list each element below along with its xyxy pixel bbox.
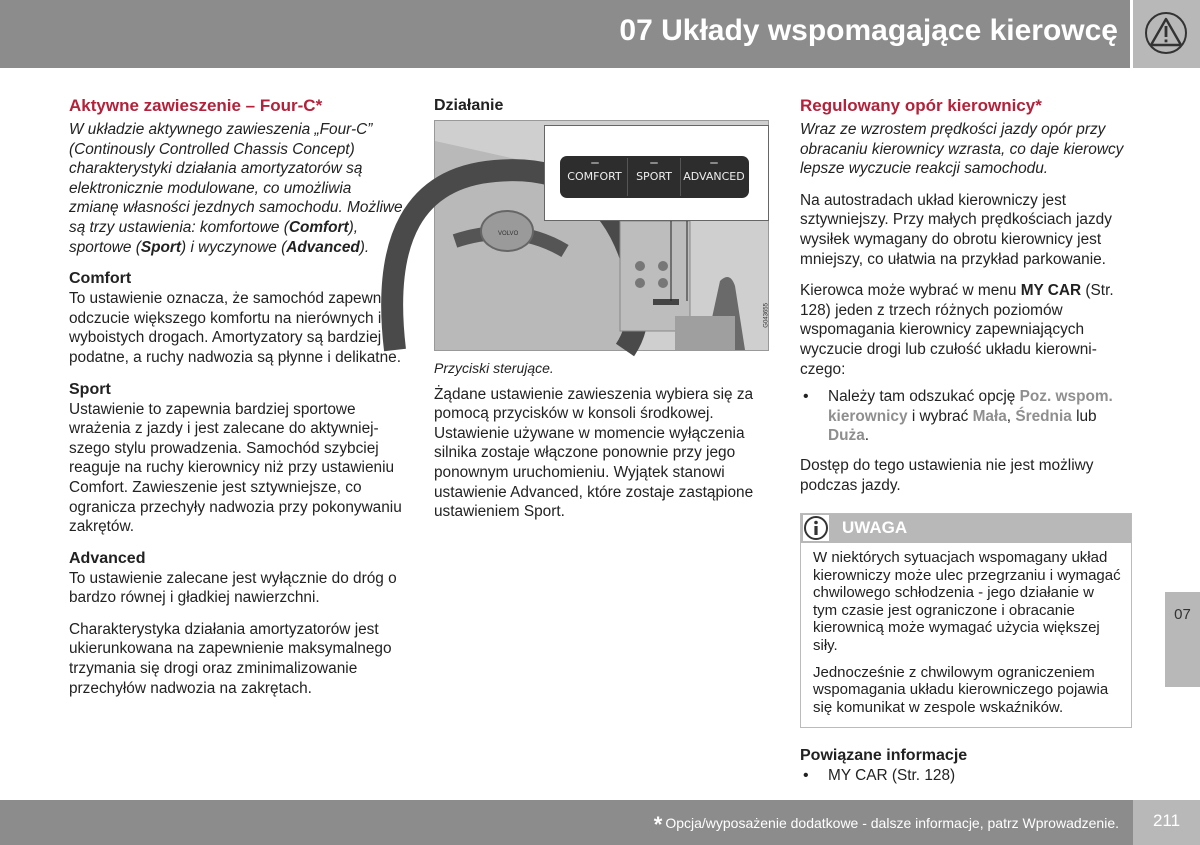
- sport-heading: Sport: [69, 380, 111, 398]
- volvo-logo: VOLVO: [498, 231, 519, 237]
- related-link[interactable]: • MY CAR (Str. 128): [800, 766, 1132, 786]
- dashboard-figure: [434, 120, 769, 351]
- comfort-text: To ustawienie oznacza, że samochód zapewnia odczucie większego komfortu na nierównych i wyboistych drogach. Amortyzatory są bardziej podatne, a ruchy nadwozia są płynne i delikatne.: [69, 290, 401, 366]
- suspension-button-group: [560, 156, 749, 198]
- chapter-title: 07 Układy wspomagające kierowcę: [619, 14, 1118, 47]
- asterisk: *: [653, 812, 663, 837]
- button-callout: [544, 125, 769, 221]
- note-header: [801, 514, 1131, 543]
- footer: [0, 800, 1133, 845]
- note-p2: Jednocześnie z chwilowym ograniczeniem wspomagania układu kierowniczego pojawia się komunikat w zespole wskaźników.: [813, 663, 1109, 716]
- note-p1: W niektórych sytuacjach wspomagany układ kierowniczy może ulec przegrzaniu i wymagać chwilowego schłodzenia - jego działanie w tym czasie jest ograniczone i obracanie kierownicą może wymagać użycia większej siły.: [813, 549, 1121, 655]
- comfort-heading: Comfort: [69, 270, 132, 288]
- chapter-header: [0, 0, 1130, 68]
- steering-p3: Dostęp do tego ustawienia nie jest możliwy podczas jazdy.: [800, 456, 1094, 494]
- column-steering: [800, 96, 1132, 796]
- warning-triangle-icon: [1143, 11, 1189, 55]
- info-icon: [803, 515, 829, 541]
- steering-p1: Na autostradach układ kierowniczy jest sztywniejszy. Przy małych prędkościach jazdy wysiłek wymagany do obrotu kierownicy jest mniejszy, co ułatwia na przykład parkowanie.: [800, 191, 1112, 268]
- related-list: [800, 766, 1132, 786]
- figure-caption: Przyciski sterujące.: [434, 360, 554, 376]
- note-box: [800, 513, 1132, 728]
- operation-heading: Działanie: [434, 97, 504, 114]
- related-heading: Powiązane informacje: [800, 747, 968, 765]
- note-title: UWAGA: [842, 518, 908, 538]
- page-number: 211: [1133, 800, 1200, 845]
- sport-text: Ustawienie to zapewnia bardziej sportowe wrażenia z jazdy i jest zalecane do aktywniejszego stylu prowadzenia. Samochód szybciej reaguje na ruchy kierownicy niż przy ustawieniu Comfort. Zawieszenie jest sztywniejsze, co ogranicza przechyły nadwozia przy pokonywaniu zakrętów.: [69, 400, 402, 536]
- steering-options-list: [800, 387, 1132, 446]
- damper-text: Charakterystyka działania amortyzatorów jest ukierunkowana na zapewnienie maksymalnego trzymania się drogi oraz zminimalizowanie przechyłów nadwozia na zakrętach.: [69, 620, 392, 697]
- advanced-text: To ustawienie zalecane jest wyłącznie do dróg o bardzo równej i gładkiej nawierzchni.: [69, 569, 397, 607]
- column-suspension: [69, 96, 404, 710]
- operation-text: Żądane ustawienie zawieszenia wybiera się za pomocą przycisków w konsoli środkowej. Ustawienie używane w momencie wyłączenia silnika zostaje włączone ponownie przy jego ponownym uruchomieniu. Wyjątek stanowi ustawienie Advanced, które zostaje zastąpione ustawieniem Sport.: [434, 385, 754, 521]
- figure-code: G043655: [764, 303, 770, 328]
- advanced-heading: Advanced: [69, 549, 146, 567]
- chapter-tab: 07: [1165, 592, 1200, 687]
- advanced-button[interactable]: ADVANCED: [681, 158, 747, 196]
- section-title-four-c: Aktywne zawieszenie – Four-C*: [69, 96, 323, 115]
- list-item: • Należy tam odszukać opcję Poz. wspom. kierownicy i wybrać Mała, Średnia lub Duża.: [800, 387, 1132, 446]
- column-operation: [434, 96, 770, 534]
- comfort-button[interactable]: COMFORT: [562, 158, 628, 196]
- four-c-intro: W układzie aktywnego zawieszenia „Four-C” (Continously Controlled Chassis Concept) charakterystyki działania amortyzatorów są elektronicznie modulowane, co umożliwia zmianę własności jezdnych samochodu. Możliwe są trzy ustawienia: komfortowe (Comfort), sportowe (Sport) i wyczynowe (Advanced).: [69, 121, 403, 256]
- footer-note: * Opcja/wyposażenie dodatkowe - dalsze informacje, patrz Wprowadzenie.: [653, 812, 1119, 837]
- sport-button[interactable]: SPORT: [628, 158, 681, 196]
- note-body: [801, 543, 1131, 727]
- steering-intro: Wraz ze wzrostem prędkości jazdy opór przy obracaniu kierownicy wzrasta, co daje kierowcy lepsze wyczucie reakcji samochodu.: [800, 121, 1124, 178]
- warning-box: [1133, 0, 1200, 68]
- section-title-steering: Regulowany opór kierownicy*: [800, 96, 1042, 115]
- steering-p2: Kierowca może wybrać w menu MY CAR (Str. 128) jeden z trzech różnych poziomów wspomagania kierownicy zapewniających wyczucie drogi lub czułość układu kierowniczego:: [800, 282, 1114, 378]
